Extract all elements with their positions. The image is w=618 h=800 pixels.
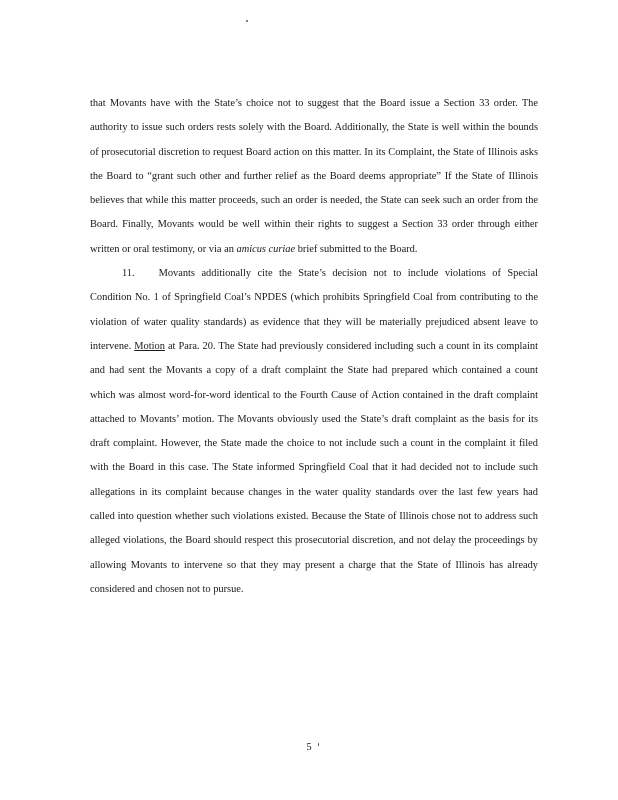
paragraph-text: Movants additionally cite the State’s decision not to include violations of Special Condition No. 1 of Springfield Coal’s NPDES (which prohibits Springfield Coal from contributing to the violation of water quality standards) as evidence that they will be materially prejudiced absent leave to intervene. (90, 268, 538, 352)
document-body (90, 92, 538, 602)
paragraph-number: 11. (122, 268, 135, 280)
scan-speck (246, 20, 248, 22)
paragraph-11 (90, 262, 538, 602)
paragraph-text: that Movants have with the State’s choice not to suggest that the Board issue a Section 33 order. The authority to issue such orders rests solely with the Board. Additionally, the State is well within the bounds of prosecutorial discretion to request Board action on this matter. In its Complaint, the State of Illinois asks the Board to “grant such other and further relief as the Board deems appropriate” If the State of Illinois believes that while this matter proceeds, such an order is needed, the State can seek such an order from the Board. Finally, Movants would be well within their rights to suggest a Section 33 order through either written or oral testimony, or via an (90, 98, 538, 255)
scan-speck (318, 743, 319, 746)
paragraph-text: at Para. 20. The State had previously considered including such a count in its complaint and had sent the Movants a copy of a draft complaint the State had prepared which contained a count which was almost word-for-word identical to the Fourth Cause of Action contained in the draft complaint attached to Movants’ motion. The Movants obviously used the State’s draft complaint as the basis for its draft complaint. However, the State made the choice to not include such a count in the complaint it filed with the Board in this case. The State informed Springfield Coal that it had decided not to include such allegations in its complaint because changes in the water quality standards over the last few years had called into question whether such violations existed. Because the State of Illinois chose not to address such alleged violations, the Board should respect this prosecutorial discretion, and not delay the proceedings by allowing Movants to intervene so that they may present a charge that the State of Illinois has already considered and chosen not to pursue. (90, 340, 538, 595)
italic-term: amicus curiae (236, 243, 296, 255)
paragraph-continuation (90, 92, 538, 262)
paragraph-text: brief submitted to the Board. (295, 243, 418, 255)
citation-motion: Motion (134, 340, 165, 352)
page-number: 5 (306, 742, 312, 753)
